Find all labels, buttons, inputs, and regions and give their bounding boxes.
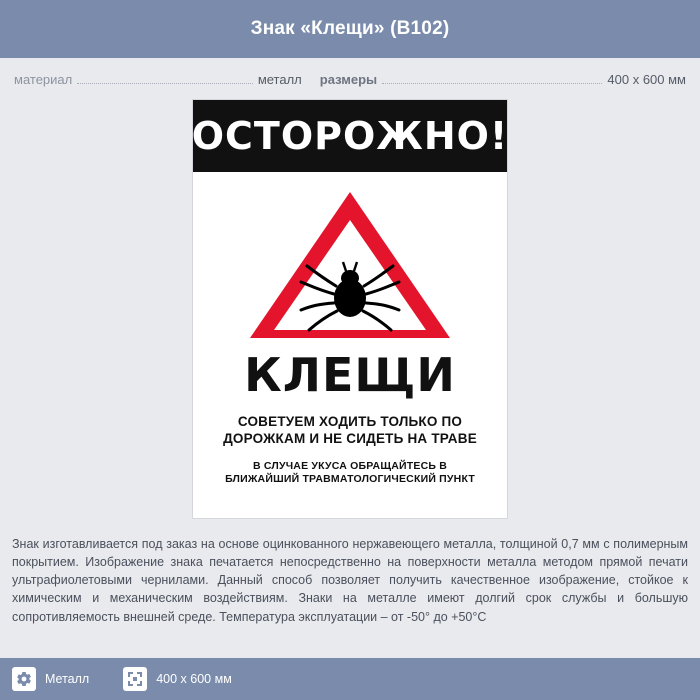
- page-footer: [0, 658, 700, 700]
- sign-subtitle-2-line-b: БЛИЖАЙШИЙ ТРАВМАТОЛОГИЧЕСКИЙ ПУНКТ: [225, 472, 475, 485]
- spec-material-value: металл: [257, 72, 302, 87]
- sign-image: [192, 99, 508, 519]
- spec-size-label: размеры: [319, 72, 378, 87]
- spec-dots: [382, 82, 602, 84]
- footer-size: [123, 667, 232, 691]
- sign-subtitle-1: [223, 414, 477, 448]
- sign-subtitle-2-line-a: В СЛУЧАЕ УКУСА ОБРАЩАЙТЕСЬ В: [252, 459, 447, 472]
- sign-subtitle-2: [225, 460, 475, 496]
- spec-size-value: 400 x 600 мм: [607, 72, 686, 87]
- footer-material-text: Металл: [45, 672, 90, 686]
- warning-triangle-tick-icon: [245, 186, 455, 344]
- sign-body: [193, 172, 507, 518]
- spec-dots: [77, 82, 253, 84]
- footer-material: [12, 667, 89, 691]
- gear-icon: [12, 667, 36, 691]
- sign-subtitle-1-line-a: СОВЕТУЕМ ХОДИТЬ ТОЛЬКО ПО: [237, 414, 463, 429]
- spec-size: [320, 72, 686, 87]
- spec-material-label: материал: [14, 72, 73, 87]
- resize-icon: [123, 667, 147, 691]
- page-header: [0, 0, 700, 58]
- footer-size-text: 400 x 600 мм: [156, 672, 232, 686]
- product-description: Знак изготавливается под заказ на основе оцинкованного нержавеющего металла, толщиной 0,7 мм с полимерным покрытием. Изображение знака печатается непосредственно на поверхности металла методом прямой печати ультрафиолетовыми чернилами. Данный способ позволяет получить качественное изображение, стойкое к химическим и механическим воздействиям. Знаки на металле имеют долгий срок службы и большую сопротивляемость внешней среде. Температура эксплуатации – от -50° до +50°С: [12, 537, 688, 624]
- sign-main-word: КЛЕЩИ: [244, 348, 456, 402]
- spec-material: [14, 72, 302, 87]
- spec-row: [0, 58, 700, 93]
- sign-subtitle-1-line-b: ДОРОЖКАМ И НЕ СИДЕТЬ НА ТРАВЕ: [223, 430, 477, 446]
- sign-banner-text: ОСТОРОЖНО!: [191, 114, 509, 158]
- sign-banner: [193, 100, 507, 172]
- sign-image-wrap: [0, 99, 700, 519]
- page-title: Знак «Клещи» (В102): [250, 18, 450, 39]
